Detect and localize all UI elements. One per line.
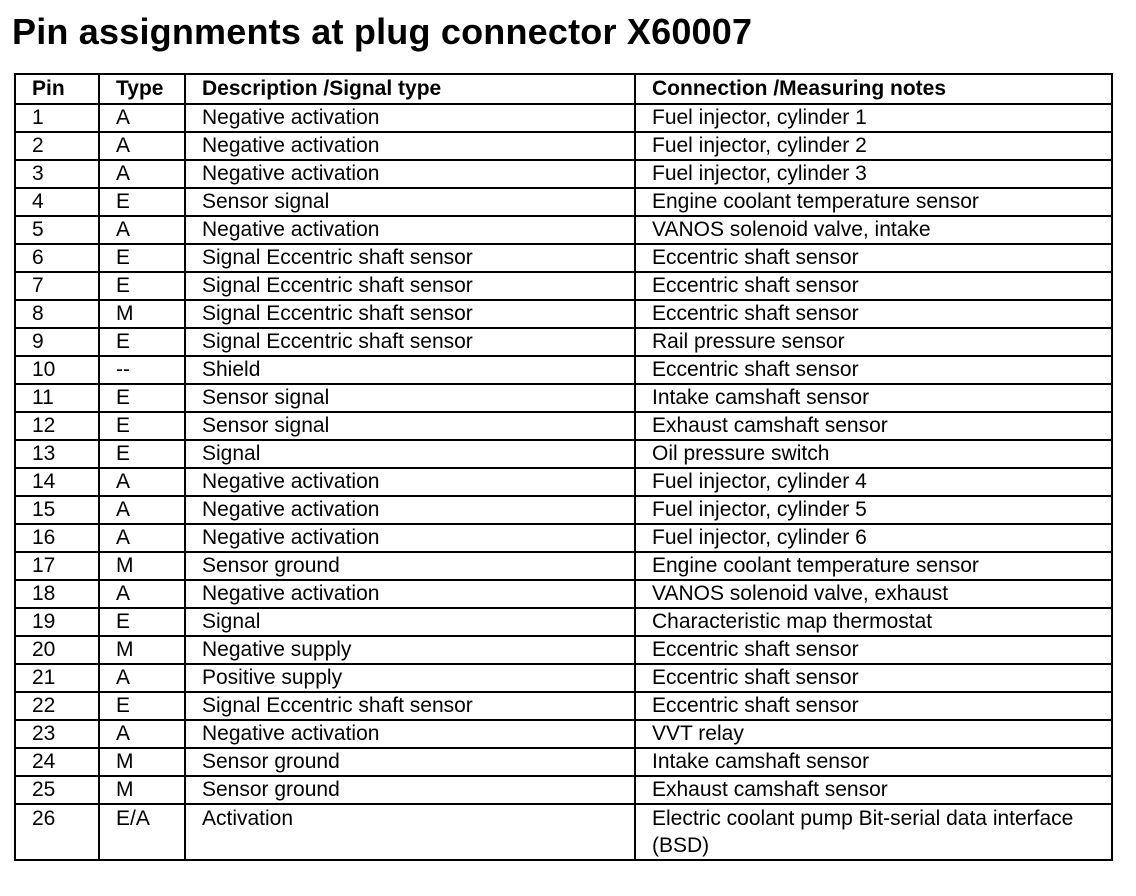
column-header-description: Description /Signal type bbox=[185, 74, 635, 104]
cell-type: M bbox=[99, 552, 185, 580]
cell-notes: Electric coolant pump Bit-serial data interface (BSD) bbox=[635, 804, 1112, 860]
column-header-notes: Connection /Measuring notes bbox=[635, 74, 1112, 104]
cell-type: M bbox=[99, 776, 185, 804]
cell-pin: 7 bbox=[15, 272, 99, 300]
cell-type: E bbox=[99, 692, 185, 720]
cell-description: Signal Eccentric shaft sensor bbox=[185, 272, 635, 300]
cell-type: E bbox=[99, 440, 185, 468]
cell-notes: Fuel injector, cylinder 1 bbox=[635, 104, 1112, 132]
table-row bbox=[15, 104, 1112, 132]
cell-description: Negative activation bbox=[185, 720, 635, 748]
cell-type: A bbox=[99, 468, 185, 496]
cell-pin: 6 bbox=[15, 244, 99, 272]
cell-pin: 18 bbox=[15, 580, 99, 608]
table-row bbox=[15, 188, 1112, 216]
cell-type: A bbox=[99, 216, 185, 244]
cell-type: E/A bbox=[99, 804, 185, 860]
cell-description: Negative activation bbox=[185, 132, 635, 160]
cell-description: Sensor ground bbox=[185, 776, 635, 804]
cell-pin: 13 bbox=[15, 440, 99, 468]
cell-pin: 22 bbox=[15, 692, 99, 720]
table-row bbox=[15, 412, 1112, 440]
table-row bbox=[15, 272, 1112, 300]
table-row bbox=[15, 300, 1112, 328]
table-row bbox=[15, 216, 1112, 244]
cell-type: E bbox=[99, 384, 185, 412]
cell-pin: 26 bbox=[15, 804, 99, 860]
cell-pin: 15 bbox=[15, 496, 99, 524]
table-row bbox=[15, 692, 1112, 720]
cell-notes: VVT relay bbox=[635, 720, 1112, 748]
cell-type: A bbox=[99, 524, 185, 552]
pin-assignment-table bbox=[14, 73, 1113, 861]
cell-type: E bbox=[99, 244, 185, 272]
cell-type: A bbox=[99, 496, 185, 524]
table-row bbox=[15, 524, 1112, 552]
table-row bbox=[15, 132, 1112, 160]
table-body bbox=[15, 104, 1112, 860]
cell-notes: Fuel injector, cylinder 5 bbox=[635, 496, 1112, 524]
cell-type: M bbox=[99, 748, 185, 776]
cell-pin: 23 bbox=[15, 720, 99, 748]
cell-pin: 8 bbox=[15, 300, 99, 328]
cell-notes: Eccentric shaft sensor bbox=[635, 356, 1112, 384]
cell-description: Sensor ground bbox=[185, 748, 635, 776]
cell-type: E bbox=[99, 188, 185, 216]
cell-pin: 19 bbox=[15, 608, 99, 636]
cell-notes: Fuel injector, cylinder 4 bbox=[635, 468, 1112, 496]
cell-pin: 2 bbox=[15, 132, 99, 160]
table-row bbox=[15, 384, 1112, 412]
cell-notes: Eccentric shaft sensor bbox=[635, 692, 1112, 720]
table-row bbox=[15, 804, 1112, 860]
cell-description: Signal Eccentric shaft sensor bbox=[185, 300, 635, 328]
cell-notes: Eccentric shaft sensor bbox=[635, 272, 1112, 300]
cell-notes: Fuel injector, cylinder 3 bbox=[635, 160, 1112, 188]
cell-notes: Exhaust camshaft sensor bbox=[635, 776, 1112, 804]
cell-description: Negative activation bbox=[185, 468, 635, 496]
table-row bbox=[15, 608, 1112, 636]
table-row bbox=[15, 748, 1112, 776]
cell-pin: 25 bbox=[15, 776, 99, 804]
cell-description: Activation bbox=[185, 804, 635, 860]
cell-pin: 11 bbox=[15, 384, 99, 412]
cell-type: A bbox=[99, 664, 185, 692]
cell-description: Negative activation bbox=[185, 580, 635, 608]
cell-description: Positive supply bbox=[185, 664, 635, 692]
cell-type: -- bbox=[99, 356, 185, 384]
cell-type: E bbox=[99, 272, 185, 300]
cell-pin: 21 bbox=[15, 664, 99, 692]
cell-notes: Oil pressure switch bbox=[635, 440, 1112, 468]
cell-pin: 1 bbox=[15, 104, 99, 132]
cell-type: E bbox=[99, 412, 185, 440]
table-row bbox=[15, 720, 1112, 748]
cell-description: Negative activation bbox=[185, 524, 635, 552]
table-row bbox=[15, 244, 1112, 272]
cell-description: Negative supply bbox=[185, 636, 635, 664]
cell-type: E bbox=[99, 608, 185, 636]
page-title: Pin assignments at plug connector X60007 bbox=[12, 11, 753, 52]
cell-pin: 10 bbox=[15, 356, 99, 384]
cell-type: M bbox=[99, 636, 185, 664]
cell-notes: Intake camshaft sensor bbox=[635, 748, 1112, 776]
cell-description: Negative activation bbox=[185, 216, 635, 244]
table-row bbox=[15, 356, 1112, 384]
cell-notes: Engine coolant temperature sensor bbox=[635, 552, 1112, 580]
cell-description: Signal Eccentric shaft sensor bbox=[185, 692, 635, 720]
cell-notes: Characteristic map thermostat bbox=[635, 608, 1112, 636]
cell-type: E bbox=[99, 328, 185, 356]
cell-notes: Fuel injector, cylinder 2 bbox=[635, 132, 1112, 160]
cell-notes: Rail pressure sensor bbox=[635, 328, 1112, 356]
cell-description: Signal Eccentric shaft sensor bbox=[185, 244, 635, 272]
cell-notes: Eccentric shaft sensor bbox=[635, 636, 1112, 664]
cell-notes: VANOS solenoid valve, intake bbox=[635, 216, 1112, 244]
cell-pin: 17 bbox=[15, 552, 99, 580]
cell-notes: VANOS solenoid valve, exhaust bbox=[635, 580, 1112, 608]
cell-pin: 12 bbox=[15, 412, 99, 440]
cell-description: Negative activation bbox=[185, 104, 635, 132]
cell-description: Sensor signal bbox=[185, 412, 635, 440]
table-row bbox=[15, 580, 1112, 608]
column-header-type: Type bbox=[99, 74, 185, 104]
cell-notes: Eccentric shaft sensor bbox=[635, 244, 1112, 272]
table-row bbox=[15, 328, 1112, 356]
cell-type: A bbox=[99, 104, 185, 132]
cell-description: Sensor signal bbox=[185, 188, 635, 216]
cell-type: M bbox=[99, 300, 185, 328]
cell-description: Negative activation bbox=[185, 160, 635, 188]
cell-pin: 9 bbox=[15, 328, 99, 356]
cell-pin: 24 bbox=[15, 748, 99, 776]
cell-pin: 5 bbox=[15, 216, 99, 244]
cell-description: Signal bbox=[185, 440, 635, 468]
table-row bbox=[15, 440, 1112, 468]
cell-type: A bbox=[99, 720, 185, 748]
cell-notes: Engine coolant temperature sensor bbox=[635, 188, 1112, 216]
table-row bbox=[15, 552, 1112, 580]
cell-type: A bbox=[99, 160, 185, 188]
table-row bbox=[15, 776, 1112, 804]
table-header-row bbox=[15, 74, 1112, 104]
cell-description: Sensor signal bbox=[185, 384, 635, 412]
cell-notes: Exhaust camshaft sensor bbox=[635, 412, 1112, 440]
cell-notes: Eccentric shaft sensor bbox=[635, 300, 1112, 328]
cell-type: A bbox=[99, 580, 185, 608]
cell-pin: 16 bbox=[15, 524, 99, 552]
cell-description: Signal Eccentric shaft sensor bbox=[185, 328, 635, 356]
table-row bbox=[15, 160, 1112, 188]
cell-pin: 14 bbox=[15, 468, 99, 496]
cell-notes: Eccentric shaft sensor bbox=[635, 664, 1112, 692]
cell-description: Signal bbox=[185, 608, 635, 636]
cell-pin: 20 bbox=[15, 636, 99, 664]
table-row bbox=[15, 636, 1112, 664]
cell-description: Shield bbox=[185, 356, 635, 384]
table-row bbox=[15, 496, 1112, 524]
cell-description: Negative activation bbox=[185, 496, 635, 524]
cell-pin: 3 bbox=[15, 160, 99, 188]
cell-notes: Fuel injector, cylinder 6 bbox=[635, 524, 1112, 552]
cell-description: Sensor ground bbox=[185, 552, 635, 580]
table-row bbox=[15, 664, 1112, 692]
table-row bbox=[15, 468, 1112, 496]
cell-pin: 4 bbox=[15, 188, 99, 216]
cell-type: A bbox=[99, 132, 185, 160]
cell-notes: Intake camshaft sensor bbox=[635, 384, 1112, 412]
column-header-pin: Pin bbox=[15, 74, 99, 104]
